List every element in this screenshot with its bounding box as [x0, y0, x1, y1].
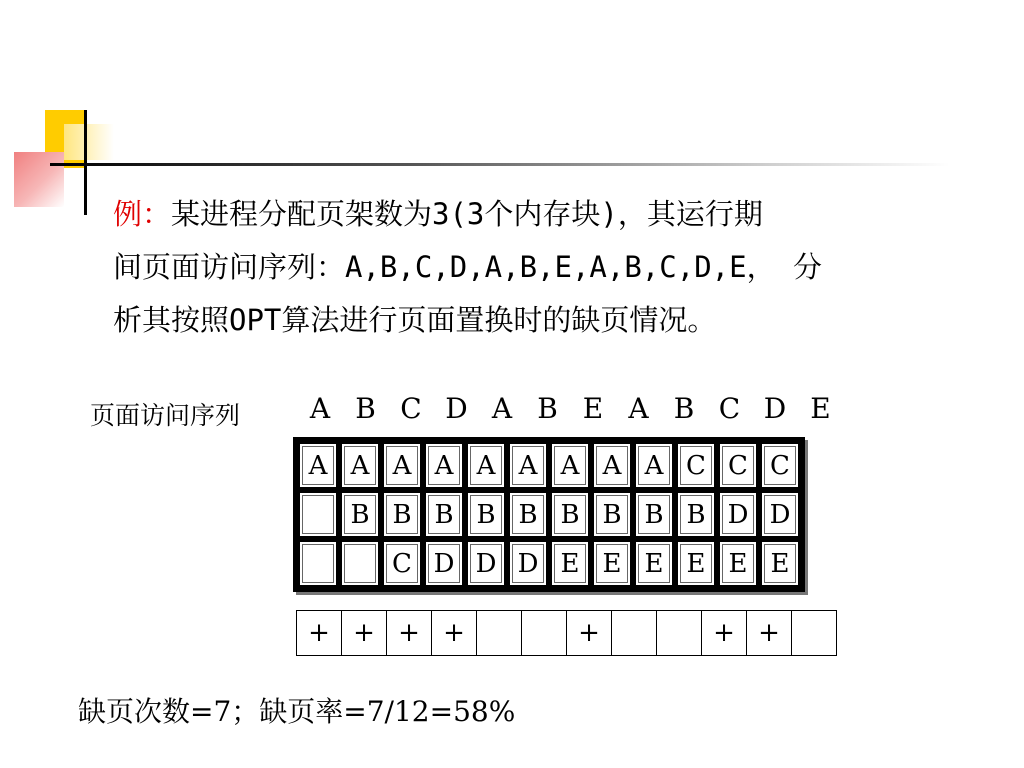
- frame-row: [297, 539, 801, 588]
- fault-cell: [792, 611, 837, 656]
- example-text: [113, 188, 998, 347]
- fault-summary: 缺页次数=7；缺页率=7/12=58%: [78, 695, 516, 728]
- fault-row: [297, 611, 837, 656]
- fault-cell: +: [297, 611, 342, 656]
- frame-cell: B: [381, 490, 423, 539]
- sequence-page: E: [810, 392, 831, 425]
- frame-cell: A: [297, 441, 339, 490]
- frame-cell: D: [759, 490, 801, 539]
- frame-cell: E: [549, 539, 591, 588]
- sequence-label: 页面访问序列: [90, 401, 241, 430]
- ornament-red-square: [14, 152, 64, 207]
- ornament-fade: [64, 124, 114, 160]
- frame-cell: E: [759, 539, 801, 588]
- fault-cell: +: [567, 611, 612, 656]
- frame-cell: B: [507, 490, 549, 539]
- frame-cell: [297, 539, 339, 588]
- sequence-page: A: [309, 392, 331, 425]
- fault-cell: [522, 611, 567, 656]
- frame-table: [293, 437, 805, 592]
- example-line-1-text: 某进程分配页架数为3(3个内存块)，其运行期: [171, 197, 763, 231]
- fault-cell: [477, 611, 522, 656]
- frame-cell: A: [339, 441, 381, 490]
- frame-cell: [339, 539, 381, 588]
- fault-cell: +: [702, 611, 747, 656]
- sequence-page: C: [400, 392, 422, 425]
- frame-cell: C: [759, 441, 801, 490]
- frame-row: [297, 441, 801, 490]
- fault-cell: +: [387, 611, 432, 656]
- sequence-page: B: [537, 392, 558, 425]
- sequence-page: B: [355, 392, 376, 425]
- frame-cell: D: [465, 539, 507, 588]
- sequence-page: C: [718, 392, 741, 425]
- frame-cell: B: [465, 490, 507, 539]
- fault-table: [296, 610, 837, 656]
- frame-cell: A: [633, 441, 675, 490]
- frame-row: [297, 490, 801, 539]
- frame-cell: E: [717, 539, 759, 588]
- frame-cell: [297, 490, 339, 539]
- ornament-horizontal-line: [50, 163, 950, 166]
- sequence-page: A: [491, 392, 513, 425]
- frame-cell: A: [381, 441, 423, 490]
- frame-cell: A: [465, 441, 507, 490]
- sequence-page: B: [673, 392, 695, 425]
- example-line-1: [113, 188, 998, 241]
- frame-cell: B: [633, 490, 675, 539]
- sequence-page: D: [445, 392, 468, 425]
- frame-cell: B: [549, 490, 591, 539]
- frame-cell: C: [381, 539, 423, 588]
- fault-cell: +: [747, 611, 792, 656]
- frame-cell: A: [549, 441, 591, 490]
- frame-cell: A: [591, 441, 633, 490]
- fault-cell: [657, 611, 702, 656]
- example-line-2: 间页面访问序列：A,B,C,D,A,B,E,A,B,C,D,E， 分: [113, 250, 823, 284]
- frame-cell: B: [675, 490, 717, 539]
- example-line-3: 析其按照OPT算法进行页面置换时的缺页情况。: [113, 303, 717, 337]
- example-label: 例：: [113, 197, 172, 231]
- frame-cell: B: [423, 490, 465, 539]
- sequence-page: A: [628, 392, 649, 425]
- frame-cell: A: [423, 441, 465, 490]
- frame-cell: C: [675, 441, 717, 490]
- fault-cell: [612, 611, 657, 656]
- frame-cell: E: [633, 539, 675, 588]
- fault-cell: +: [432, 611, 477, 656]
- fault-cell: +: [342, 611, 387, 656]
- frame-cell: E: [675, 539, 717, 588]
- frame-cell: D: [717, 490, 759, 539]
- frame-cell: B: [591, 490, 633, 539]
- frame-cell: B: [339, 490, 381, 539]
- frame-cell: D: [423, 539, 465, 588]
- frame-cell: E: [591, 539, 633, 588]
- frame-cell: D: [507, 539, 549, 588]
- sequence-page: E: [582, 392, 604, 425]
- sequence-page: D: [763, 392, 787, 425]
- frame-cell: A: [507, 441, 549, 490]
- frame-cell: C: [717, 441, 759, 490]
